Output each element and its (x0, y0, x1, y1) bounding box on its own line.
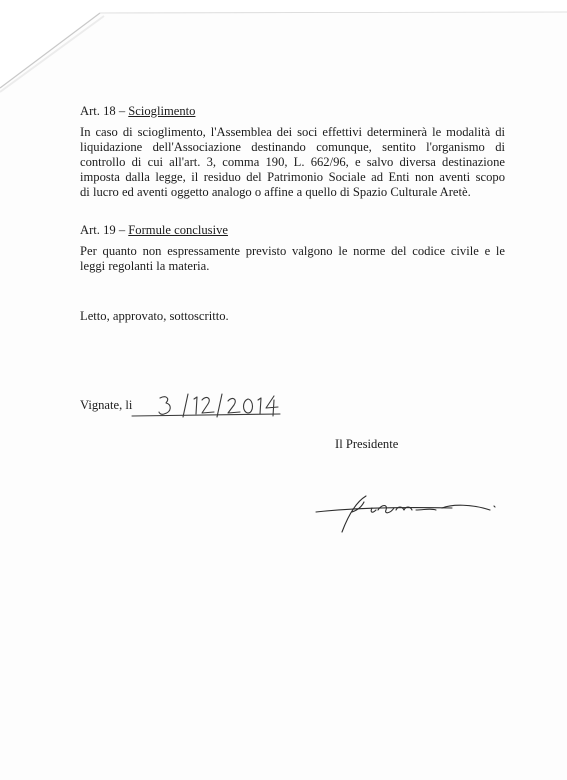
article-18-line: imposta dalla legge, il residuo del Patrimonio Sociale ad Enti non aventi scopo (80, 170, 505, 184)
article-19-heading (80, 222, 505, 238)
article-18-text (80, 125, 505, 200)
president-signature (312, 488, 502, 538)
article-18-title: Scioglimento (128, 104, 196, 118)
article-18-number: Art. 18 – (80, 104, 126, 118)
article-19-text (80, 244, 505, 274)
article-19-title: Formule conclusive (128, 223, 228, 237)
article-19 (80, 222, 505, 274)
article-18-line: di lucro ed aventi oggetto analogo o affine a quello di Spazio Culturale Aretè. (80, 185, 471, 199)
article-19-line: leggi regolanti la materia. (80, 259, 210, 273)
place-label: Vignate, li (80, 398, 133, 412)
article-18-line: In caso di scioglimento, l'Assemblea dei soci effettivi determinerà le modalità di (80, 125, 505, 139)
handwritten-date (130, 392, 300, 426)
scan-edge-shadow (0, 0, 567, 120)
president-label: Il Presidente (335, 437, 399, 451)
document-body (80, 103, 505, 324)
article-19-number: Art. 19 – (80, 223, 126, 237)
article-18-line: controllo di cui all'art. 3, comma 190, L. 662/96, e salvo diversa destinazione (80, 155, 505, 169)
article-18-heading (80, 103, 505, 119)
place-date-line (80, 396, 300, 426)
closing-statement: Letto, approvato, sottoscritto. (80, 309, 229, 323)
article-18-line: liquidazione dell'Associazione destinando comunque, sentito l'organismo di (80, 140, 505, 154)
article-18 (80, 103, 505, 200)
article-19-line: Per quanto non espressamente previsto valgono le norme del codice civile e le (80, 244, 505, 258)
